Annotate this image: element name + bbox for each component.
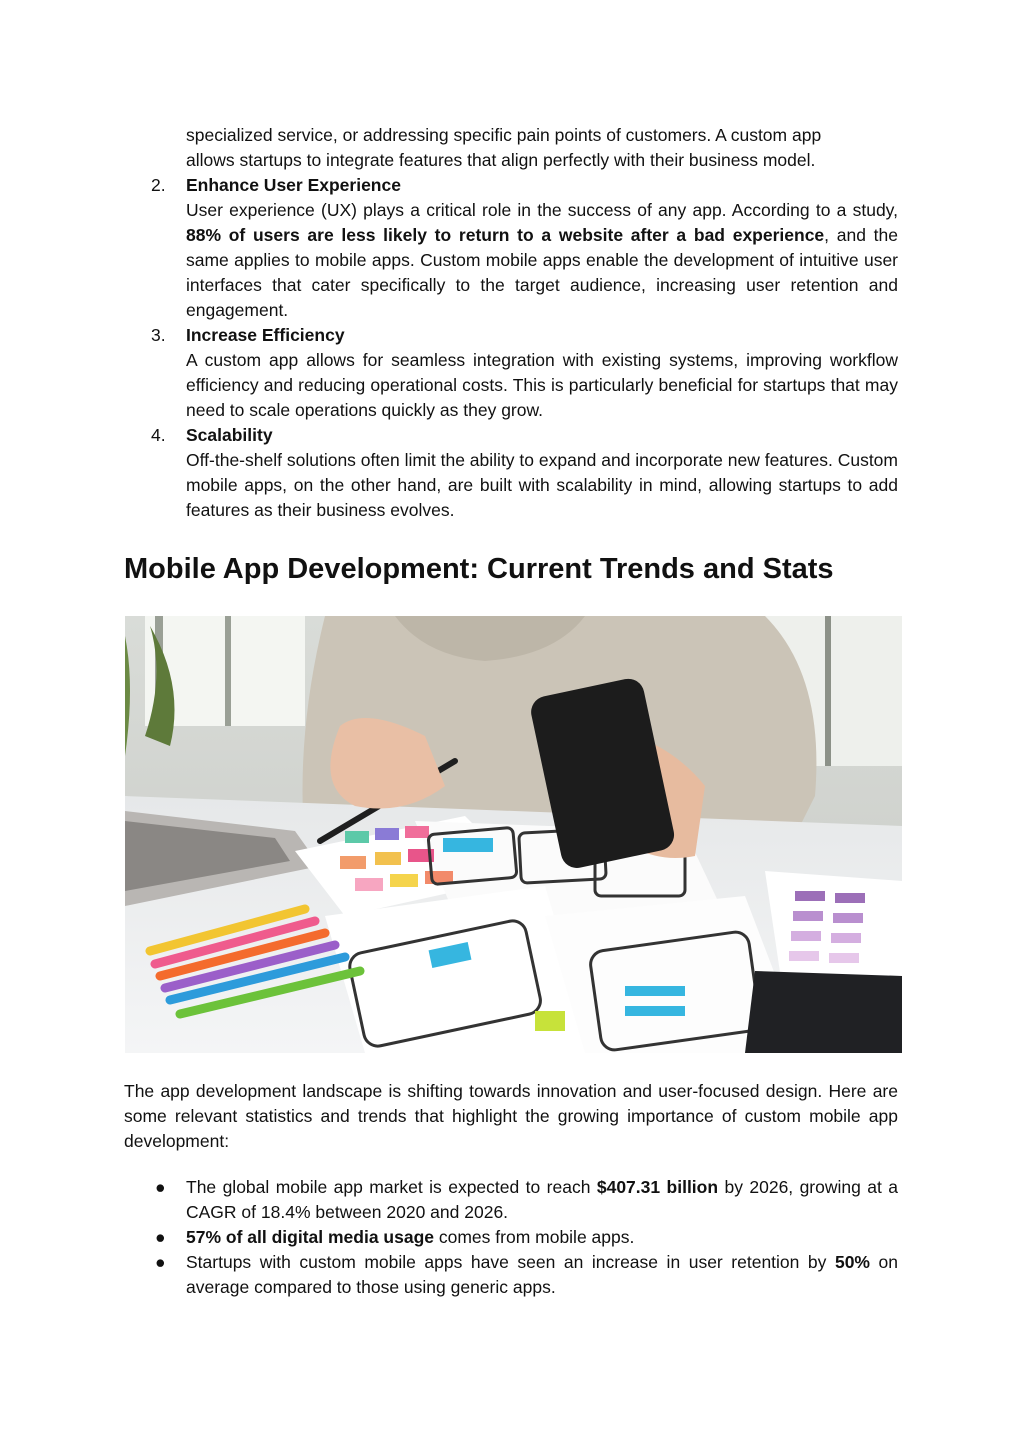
bullet-text [186, 1225, 898, 1250]
bullet-marker: ● [155, 1177, 166, 1197]
photo-wireframe-sketching-icon [125, 616, 902, 1053]
list-item-title: Scalability [186, 425, 273, 445]
continuation-line-2: allows startups to integrate features that align perfectly with their business model. [186, 150, 816, 170]
list-number-3: 3. [151, 325, 166, 345]
list-item-text [186, 198, 898, 323]
intro-paragraph-wrapper [124, 1079, 898, 1154]
section-heading: Mobile App Development: Current Trends and Stats [124, 553, 834, 585]
text-segment: Startups with custom mobile apps have seen an increase in user retention by [186, 1252, 835, 1272]
text-segment: User experience (UX) plays a critical role in the success of any app. According to a study, [186, 200, 898, 220]
bold-stat: 57% of all digital media usage [186, 1227, 434, 1247]
list-item-title: Increase Efficiency [186, 325, 345, 345]
bullet-item-market [186, 1175, 898, 1225]
bullet-item-media-usage [186, 1225, 898, 1250]
list-item-efficiency [186, 323, 898, 423]
text-segment: by 2026, growing at a CAGR of 18.4% between 2020 and 2026. [186, 1177, 899, 1222]
list-item-text: A custom app allows for seamless integration with existing systems, improving workflow efficiency and reducing operational costs. This is particularly beneficial for startups that may need to scale operations quickly as they grow. [186, 350, 898, 420]
list-number-2: 2. [151, 175, 166, 195]
text-segment: on average compared to those using generic apps. [186, 1252, 899, 1297]
bold-stat: $407.31 billion [596, 1177, 719, 1197]
bullet-item-retention [186, 1250, 898, 1300]
text-segment: comes from mobile apps. [434, 1227, 635, 1247]
list-item-scalability [186, 423, 898, 523]
bold-stat: 88% of users are less likely to return to a website after a bad experience [186, 225, 825, 245]
text-segment: , and the same applies to mobile apps. Custom mobile apps enable the development of intuitive user interfaces that cater specifically to the target audience, increasing user retention and engagement. [186, 225, 898, 320]
list-item-text: Off-the-shelf solutions often limit the ability to expand and incorporate new features. Custom mobile apps, on the other hand, are built with scalability in mind, allowing startups to add features as their business evolves. [186, 450, 898, 520]
bold-stat: 50% [834, 1252, 870, 1272]
list-item-enhance-ux [186, 173, 898, 323]
bullet-marker: ● [155, 1227, 166, 1247]
continuation-line-1: specialized service, or addressing specific pain points of customers. A custom app [186, 125, 822, 145]
bullet-marker: ● [155, 1252, 166, 1272]
list-number-4: 4. [151, 425, 166, 445]
list-item-1-continuation [186, 123, 898, 173]
text-segment: The global mobile app market is expected to reach [186, 1177, 597, 1197]
intro-paragraph: The app development landscape is shifting towards innovation and user-focused design. Here are some relevant statistics and trends that highlight the growing importance of custom mobile app development: [124, 1081, 898, 1151]
bullet-text [186, 1250, 898, 1300]
list-item-title: Enhance User Experience [186, 175, 401, 195]
bullet-text [186, 1175, 898, 1225]
